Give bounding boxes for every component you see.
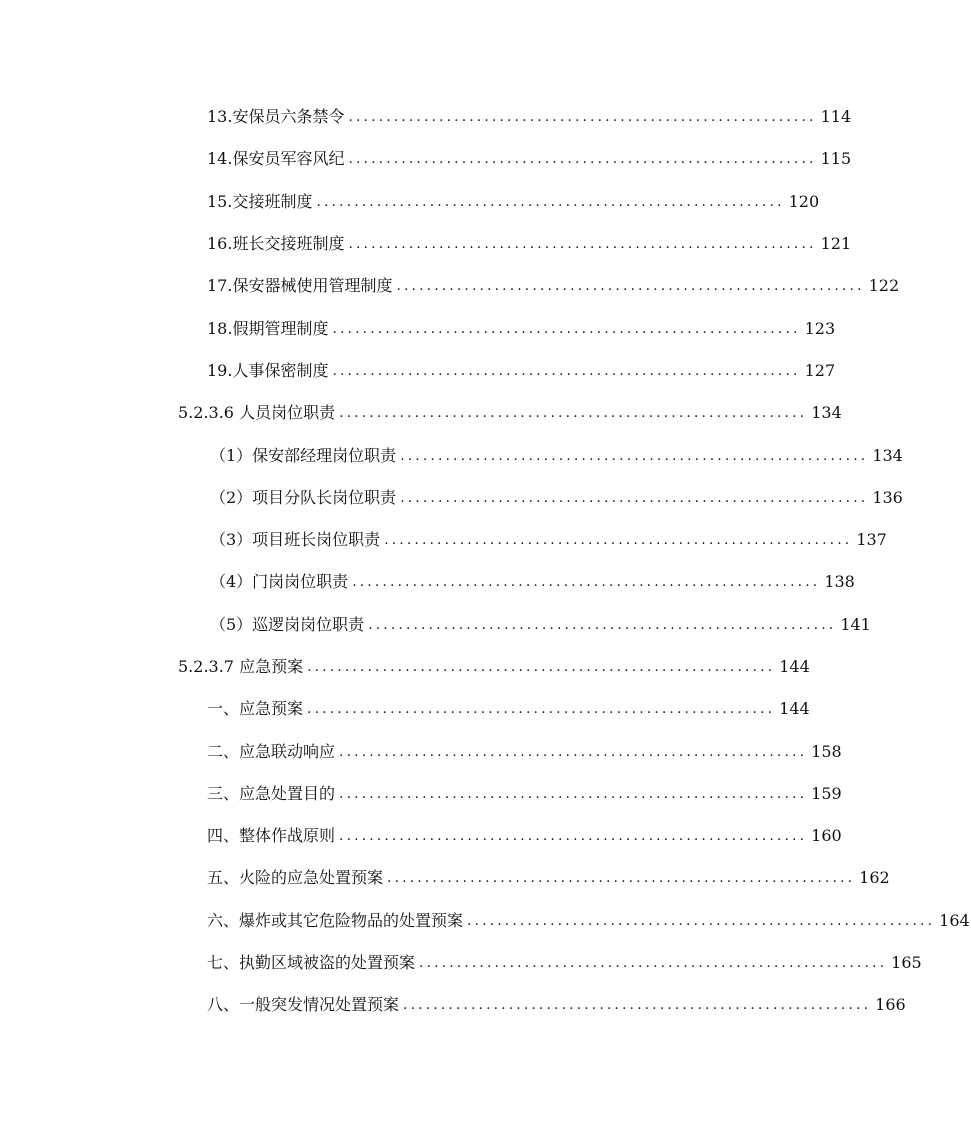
toc-entry[interactable] xyxy=(0,350,836,392)
toc-entry-title: 18.假期管理制度 xyxy=(207,318,329,338)
toc-leader-dots: .............................................................. xyxy=(332,362,801,379)
toc-entry-page: 165 xyxy=(891,953,922,973)
toc-entry[interactable] xyxy=(0,604,871,646)
toc-section-entry[interactable] xyxy=(0,392,842,434)
toc-entry-page: 137 xyxy=(856,530,887,550)
toc-entry-page: 136 xyxy=(872,487,903,507)
toc-entry-page: 159 xyxy=(811,783,842,803)
toc-leader-dots: .............................................................. xyxy=(348,109,817,126)
toc-entry-title: （3）项目班长岗位职责 xyxy=(210,530,381,550)
toc-entry[interactable] xyxy=(0,984,906,1026)
toc-entry-title: 二、应急联动响应 xyxy=(207,741,336,761)
toc-entry-page: 160 xyxy=(811,826,842,846)
toc-entry-title: 五、火险的应急处置预案 xyxy=(207,868,384,888)
toc-entry-page: 164 xyxy=(939,910,970,930)
toc-entry[interactable] xyxy=(0,519,887,561)
toc-leader-dots: .............................................................. xyxy=(419,955,888,972)
toc-entry-title: 5.2.3.6 人员岗位职责 xyxy=(178,403,336,423)
toc-entry[interactable] xyxy=(0,307,836,349)
toc-entry[interactable] xyxy=(0,477,903,519)
toc-leader-dots: .............................................................. xyxy=(339,785,808,802)
toc-leader-dots: .............................................................. xyxy=(348,151,817,168)
toc-entry-title: 四、整体作战原则 xyxy=(207,826,336,846)
toc-entry-page: 158 xyxy=(811,741,842,761)
toc-entry-title: 15.交接班制度 xyxy=(207,191,313,211)
toc-leader-dots: .............................................................. xyxy=(339,405,808,422)
toc-entry-page: 138 xyxy=(824,572,855,592)
toc-entry-title: 13.安保员六条禁令 xyxy=(207,107,345,127)
toc-entry-page: 122 xyxy=(868,276,900,296)
toc-entry[interactable] xyxy=(0,181,820,223)
toc-leader-dots: .............................................................. xyxy=(400,447,869,464)
toc-entry[interactable] xyxy=(0,96,852,138)
toc-entry-title: 19.人事保密制度 xyxy=(207,360,329,380)
toc-entry-page: 114 xyxy=(820,107,852,127)
toc-leader-dots: .............................................................. xyxy=(352,574,821,591)
toc-entry-page: 141 xyxy=(840,614,871,634)
toc-entry[interactable] xyxy=(0,773,842,815)
toc-entry-page: 115 xyxy=(820,149,852,169)
toc-entry-title: （4）门岗岗位职责 xyxy=(210,572,349,592)
toc-entry-page: 123 xyxy=(804,318,836,338)
toc-entry-title: 17.保安器械使用管理制度 xyxy=(207,276,393,296)
toc-entry[interactable] xyxy=(0,730,842,772)
toc-entry-page: 120 xyxy=(788,191,820,211)
toc-entry-page: 134 xyxy=(811,403,842,423)
toc-leader-dots: .............................................................. xyxy=(339,828,808,845)
toc-leader-dots: .............................................................. xyxy=(368,616,837,633)
toc-leader-dots: .............................................................. xyxy=(348,236,817,253)
toc-entry-title: 三、应急处置目的 xyxy=(207,783,336,803)
toc-entry[interactable] xyxy=(0,900,970,942)
toc-entry-title: 七、执勤区域被盗的处置预案 xyxy=(207,953,416,973)
toc-section-entry[interactable] xyxy=(0,646,810,688)
toc-entry[interactable] xyxy=(0,857,890,899)
table-of-contents xyxy=(0,96,970,1027)
toc-entry[interactable] xyxy=(0,815,842,857)
toc-leader-dots: .............................................................. xyxy=(384,532,853,549)
toc-leader-dots: .............................................................. xyxy=(307,659,776,675)
toc-leader-dots: .............................................................. xyxy=(339,743,808,760)
toc-entry[interactable] xyxy=(0,434,903,476)
toc-entry[interactable] xyxy=(0,223,852,265)
toc-entry[interactable] xyxy=(0,688,810,730)
toc-entry-title: 14.保安员军容风纪 xyxy=(207,149,345,169)
toc-entry-page: 134 xyxy=(872,445,903,465)
toc-entry-title: 八、一般突发情况处置预案 xyxy=(207,995,400,1015)
toc-entry-page: 162 xyxy=(859,868,890,888)
toc-entry-page: 121 xyxy=(820,234,852,254)
toc-entry[interactable] xyxy=(0,942,922,984)
toc-entry-page: 127 xyxy=(804,360,836,380)
toc-entry-title: （1）保安部经理岗位职责 xyxy=(210,445,397,465)
toc-leader-dots: .............................................................. xyxy=(400,489,869,506)
toc-entry-title: 六、爆炸或其它危险物品的处置预案 xyxy=(207,910,464,930)
toc-leader-dots: .............................................................. xyxy=(396,278,865,295)
toc-entry[interactable] xyxy=(0,561,855,603)
toc-leader-dots: .............................................................. xyxy=(467,912,936,929)
toc-entry-title: （2）项目分队长岗位职责 xyxy=(210,487,397,507)
toc-entry-title: 5.2.3.7 应急预案 xyxy=(178,657,304,676)
toc-leader-dots: .............................................................. xyxy=(387,870,856,887)
toc-entry-title: 16.班长交接班制度 xyxy=(207,234,345,254)
toc-entry-page: 144 xyxy=(779,657,810,676)
toc-entry-page: 166 xyxy=(875,995,906,1015)
toc-leader-dots: .............................................................. xyxy=(316,193,785,210)
toc-leader-dots: .............................................................. xyxy=(307,701,776,718)
toc-entry-title: 一、应急预案 xyxy=(207,699,304,719)
toc-entry-title: （5）巡逻岗岗位职责 xyxy=(210,614,365,634)
toc-entry[interactable] xyxy=(0,138,852,180)
toc-entry-page: 144 xyxy=(779,699,810,719)
toc-entry[interactable] xyxy=(0,265,900,307)
toc-leader-dots: .............................................................. xyxy=(332,320,801,337)
toc-leader-dots: .............................................................. xyxy=(403,997,872,1014)
